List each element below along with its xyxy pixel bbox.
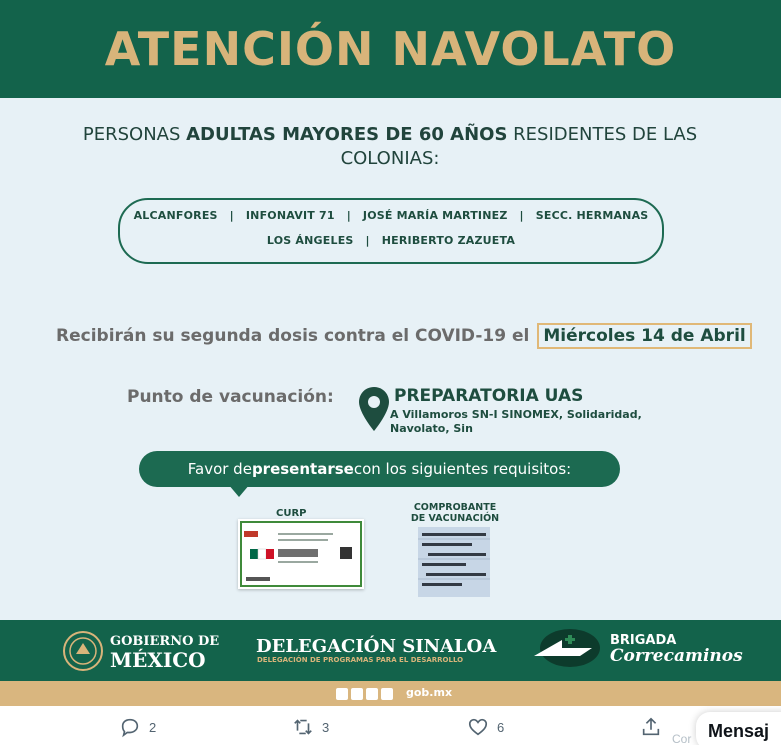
poster-title: ATENCIÓN NAVOLATO: [104, 22, 677, 76]
colonia-jose-maria: JOSÉ MARÍA MARTINEZ: [362, 209, 508, 222]
social-icons: [336, 688, 393, 700]
comprobante-document-image: [418, 527, 490, 597]
mexico-label: MÉXICO: [110, 648, 206, 672]
curp-label: CURP: [276, 508, 307, 519]
youtube-icon: [381, 688, 393, 700]
req-pre: Favor de: [187, 460, 252, 478]
colonias-box: [118, 198, 664, 264]
like-icon: [467, 716, 489, 738]
colonia-secc-hermanas: SECC. HERMANAS: [535, 209, 649, 222]
bubble-tail: [228, 484, 250, 497]
colonia-infonavit: INFONAVIT 71: [245, 209, 335, 222]
colonia-alcanfores: ALCANFORES: [133, 209, 218, 222]
location-pin-icon: [358, 386, 390, 432]
intro-post: RESIDENTES DE LAS COLONIAS:: [340, 124, 698, 169]
twitter-icon: [351, 688, 363, 700]
separator: |: [365, 234, 370, 247]
mexico-seal-icon: [62, 630, 104, 672]
punto-label: Punto de vacunación:: [127, 387, 334, 407]
reply-count: 2: [149, 719, 157, 735]
brigada-line-1: BRIGADA: [610, 633, 677, 648]
dose-text: Recibirán su segunda dosis contra el COVID-19 el: [56, 326, 530, 346]
tweet-action-bar: [0, 706, 781, 745]
partial-text: Cor: [672, 732, 692, 745]
like-button[interactable]: [467, 716, 504, 738]
intro-text: [40, 123, 740, 171]
dose-date: Miércoles 14 de Abril: [537, 323, 751, 349]
facebook-icon: [336, 688, 348, 700]
instagram-icon: [366, 688, 378, 700]
intro-bold: ADULTAS MAYORES DE 60 AÑOS: [186, 124, 508, 145]
intro-pre: PERSONAS: [82, 124, 187, 145]
retweet-icon: [292, 716, 314, 738]
colonia-heriberto-zazueta: HERIBERTO ZAZUETA: [381, 234, 516, 247]
address: A Villamoros SN-I SINOMEX, Solidaridad, Navolato, Sin: [390, 408, 642, 435]
req-post: con los siguientes requisitos:: [353, 460, 572, 478]
poster-body: [0, 98, 781, 620]
req-bold: presentarse: [251, 460, 354, 478]
retweet-button[interactable]: [292, 716, 329, 738]
curp-card-image: [238, 519, 364, 589]
gobierno-label: GOBIERNO DE: [110, 634, 220, 649]
requirements-bubble: [139, 451, 620, 487]
reply-icon: [119, 716, 141, 738]
brigada-logo-icon: [532, 626, 604, 670]
comprobante-label: COMPROBANTE DE VACUNACIÓN: [410, 502, 500, 524]
delegacion-subtitle: DELEGACIÓN DE PROGRAMAS PARA EL DESARROLLO: [257, 656, 464, 664]
share-button[interactable]: [640, 716, 662, 738]
share-icon: [640, 716, 662, 738]
separator: |: [519, 209, 524, 222]
colonias-row-1: [118, 209, 664, 222]
delegacion-title: DELEGACIÓN SINALOA: [256, 636, 497, 657]
brigada-line-2: Correcaminos: [610, 646, 743, 666]
title-banner: [0, 0, 781, 98]
messages-button[interactable]: Mensaj: [696, 712, 781, 745]
separator: |: [229, 209, 234, 222]
separator: |: [346, 209, 351, 222]
reply-button[interactable]: [119, 716, 156, 738]
like-count: 6: [497, 719, 505, 735]
dose-row: [56, 322, 752, 350]
place-name: PREPARATORIA UAS: [394, 386, 584, 406]
colonia-los-angeles: LOS ÁNGELES: [266, 234, 354, 247]
retweet-count: 3: [322, 719, 330, 735]
colonias-row-2: [118, 234, 664, 247]
gobmx-link-text: gob.mx: [406, 686, 453, 699]
